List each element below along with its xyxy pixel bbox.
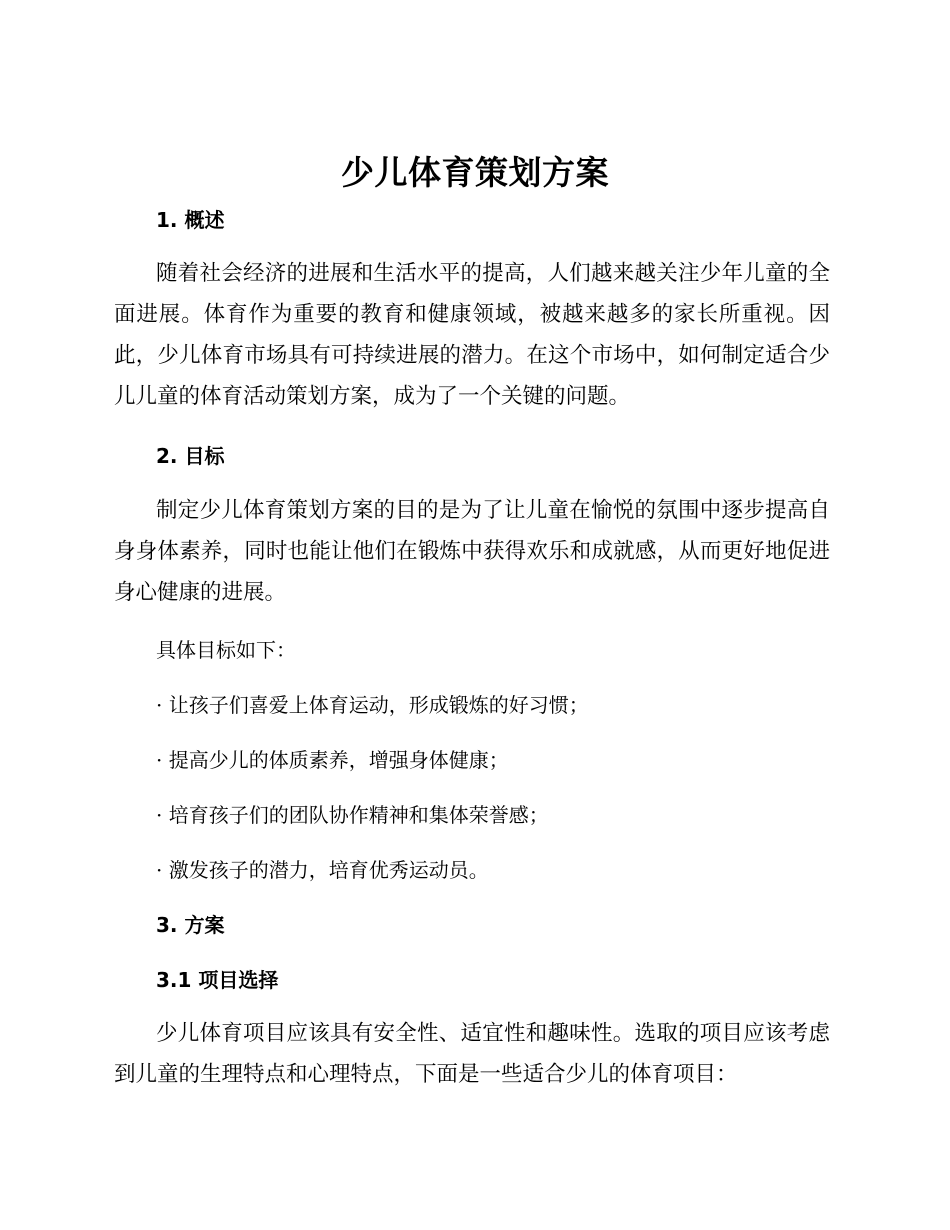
subsection-heading-project-selection: 3.1 项目选择 <box>156 968 279 992</box>
overview-paragraph: 随着社会经济的进展和生活水平的提高，人们越来越关注少年儿童的全面进展。体育作为重要的教育和健康领域，被越来越多的家长所重视。因此，少儿体育市场具有可持续进展的潜力。在这个市场中，如何制定适合少儿儿童的体育活动策划方案，成为了一个关键的问题。 <box>114 261 830 409</box>
section-heading-plan: 3. 方案 <box>156 913 225 937</box>
goals-intro: 具体目标如下： <box>156 638 296 662</box>
list-item: · 提高少儿的体质素养，增强身体健康； <box>156 748 509 772</box>
section-heading-goals: 2. 目标 <box>156 444 225 468</box>
document-title: 少儿体育策划方案 <box>341 153 609 192</box>
project-selection-paragraph: 少儿体育项目应该具有安全性、适宜性和趣味性。选取的项目应该考虑到儿童的生理特点和心理特点，下面是一些适合少儿的体育项目： <box>114 1021 830 1087</box>
list-item: · 让孩子们喜爱上体育运动，形成锻炼的好习惯； <box>156 693 589 717</box>
section-heading-overview: 1. 概述 <box>156 208 225 232</box>
list-item: · 培育孩子们的团队协作精神和集体荣誉感； <box>156 803 549 827</box>
list-item: · 激发孩子的潜力，培育优秀运动员。 <box>156 858 489 882</box>
goals-paragraph: 制定少儿体育策划方案的目的是为了让儿童在愉悦的氛围中逐步提高自身身体素养，同时也能让他们在锻炼中获得欢乐和成就感，从而更好地促进身心健康的进展。 <box>114 498 830 605</box>
